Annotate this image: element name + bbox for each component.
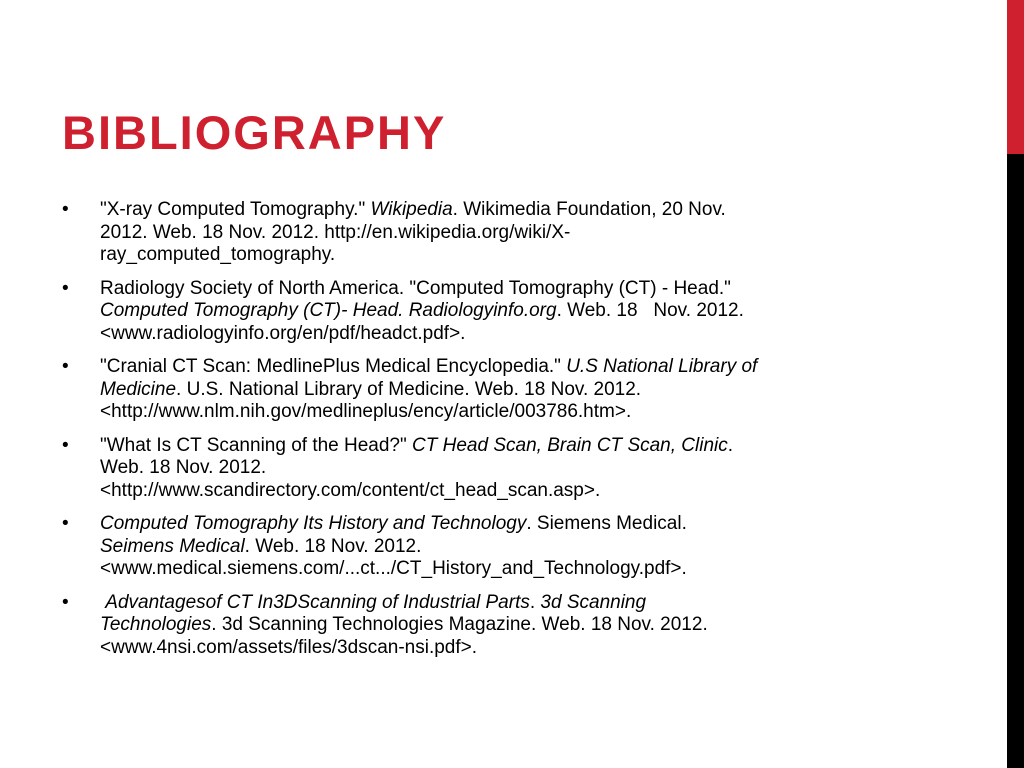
italic-text: U.S National Library of xyxy=(566,356,758,377)
citation-text: "X-ray Computed Tomography." xyxy=(100,199,371,220)
citation-text: . Web. 18 Nov. 2012. xyxy=(556,300,744,321)
bullet-icon: • xyxy=(62,277,69,299)
entry-line xyxy=(100,278,900,301)
entry-line xyxy=(100,379,900,402)
citation-text: 2012. Web. 18 Nov. 2012. http://en.wikipedia.org/wiki/X- xyxy=(100,221,571,243)
italic-text: Computed Tomography (CT)- Head. Radiologyinfo.org xyxy=(100,300,557,321)
citation-text: . Siemens Medical. xyxy=(526,513,687,534)
italic-text: Computed Tomography Its History and Technology xyxy=(100,513,527,534)
entry-line xyxy=(100,356,900,379)
bullet-icon: • xyxy=(62,591,69,613)
slide-title: BIBLIOGRAPHY xyxy=(62,106,447,159)
italic-text: Wikipedia xyxy=(370,199,453,220)
accent-bar-black xyxy=(1007,154,1024,768)
italic-text: CT Head Scan, Brain CT Scan, Clinic xyxy=(412,434,728,456)
citation-text: <www.4nsi.com/assets/files/3dscan-nsi.pdf>. xyxy=(100,636,478,658)
entry-line xyxy=(100,614,900,637)
entry-line xyxy=(100,199,900,222)
citation-text: . xyxy=(529,591,541,613)
citation-text: . Wikimedia Foundation, 20 Nov. xyxy=(452,199,726,220)
entry-line xyxy=(100,558,900,581)
entry-line xyxy=(100,536,900,559)
citation-text: . Web. 18 Nov. 2012. xyxy=(244,535,422,557)
bullet-icon: • xyxy=(62,356,69,377)
citation-text: Web. 18 Nov. 2012. xyxy=(100,457,267,478)
citation-text: . 3d Scanning Technologies Magazine. Web. 18 Nov. 2012. xyxy=(211,614,708,635)
italic-text: Medicine xyxy=(100,378,177,400)
citation-text: . U.S. National Library of Medicine. Web. 18 Nov. 2012. xyxy=(176,378,642,400)
bibliography-entry xyxy=(0,435,900,503)
entry-line xyxy=(100,323,900,346)
bullet-icon: • xyxy=(62,434,69,456)
bibliography-entry xyxy=(0,513,900,581)
entry-line xyxy=(100,401,900,424)
citation-text: "Cranial CT Scan: MedlinePlus Medical Encyclopedia." xyxy=(100,356,567,377)
citation-text: <http://www.scandirectory.com/content/ct_head_scan.asp>. xyxy=(100,479,601,501)
citation-text: "What Is CT Scanning of the Head?" xyxy=(100,434,413,456)
citation-text: ray_computed_tomography. xyxy=(100,244,336,265)
bibliography-entry xyxy=(0,356,900,424)
bibliography-list xyxy=(0,199,1000,670)
bullet-icon: • xyxy=(62,199,69,220)
entry-line xyxy=(100,592,900,615)
entry-line xyxy=(100,480,900,503)
citation-text: <www.radiologyinfo.org/en/pdf/headct.pdf>. xyxy=(100,322,466,344)
citation-text: . xyxy=(727,434,734,456)
citation-text: Radiology Society of North America. "Computed Tomography (CT) - Head." xyxy=(100,277,731,299)
bibliography-entry xyxy=(0,592,900,660)
italic-text: Seimens Medical xyxy=(100,535,245,557)
bibliography-entry xyxy=(0,199,900,267)
citation-text: <http://www.nlm.nih.gov/medlineplus/ency/article/003786.htm>. xyxy=(100,401,632,422)
bullet-icon: • xyxy=(62,513,69,534)
italic-text: 3d Scanning xyxy=(540,591,647,613)
bibliography-entry xyxy=(0,278,900,346)
citation-text: <www.medical.siemens.com/...ct.../CT_History_and_Technology.pdf>. xyxy=(100,558,687,579)
entry-line xyxy=(100,637,900,660)
italic-text: Technologies xyxy=(100,614,212,635)
entry-line xyxy=(100,222,900,245)
entry-line xyxy=(100,435,900,458)
italic-text: Advantagesof CT In3DScanning of Industrial Parts xyxy=(100,591,530,613)
entry-line xyxy=(100,513,900,536)
entry-line xyxy=(100,244,900,267)
entry-line xyxy=(100,300,900,323)
accent-bar-red xyxy=(1007,0,1024,154)
entry-line xyxy=(100,457,900,480)
